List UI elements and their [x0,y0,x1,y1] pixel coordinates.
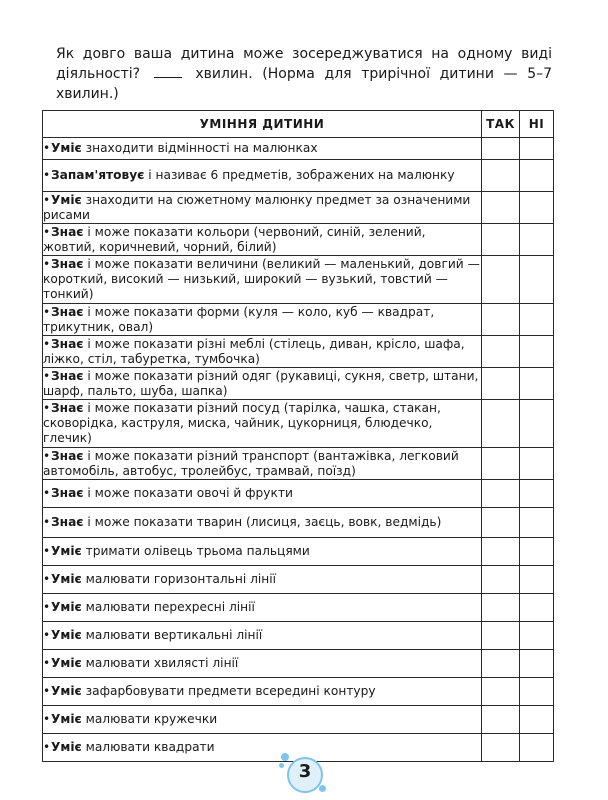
yes-checkbox-cell[interactable] [482,538,520,566]
bullet-icon: • [43,572,51,586]
no-checkbox-cell[interactable] [520,594,554,622]
bullet-icon: • [43,486,51,500]
yes-checkbox-cell[interactable] [482,508,520,538]
table-row [43,138,554,160]
skill-verb: Уміє [51,192,82,207]
skill-cell [43,538,482,566]
intro-norm: хвилин. (Норма для трирічної дитини — 5–7 хвилин.) [56,66,553,102]
skill-description: і називає 6 предметів, зображених на малюнку [148,168,455,182]
no-checkbox-cell[interactable] [520,650,554,678]
skill-cell [43,622,482,650]
skills-checklist-table [42,110,554,762]
skill-verb: Уміє [51,572,82,586]
yes-checkbox-cell[interactable] [482,706,520,734]
no-checkbox-cell[interactable] [520,734,554,762]
skill-cell [43,678,482,706]
skill-description: і може показати різний транспорт (вантажівка, легковий автомобіль, автобус, тролейбус, трамвай, поїзд) [43,448,459,478]
bullet-icon: • [43,401,51,415]
skill-description: і може показати різний посуд (тарілка, чашка, стакан, сковорідка, каструля, миска, чайник, цукорниця, блюдечко, глечик) [43,401,441,445]
yes-checkbox-cell[interactable] [482,734,520,762]
skill-cell [43,160,482,192]
skill-cell [43,594,482,622]
skill-verb: Запам'ятовує [51,168,145,182]
yes-checkbox-cell[interactable] [482,160,520,192]
skill-cell [43,368,482,400]
no-checkbox-cell[interactable] [520,508,554,538]
table-row [43,480,554,508]
decor-dot [279,763,284,768]
decor-dot [319,785,326,792]
skill-description: малювати кружечки [85,712,218,726]
skill-description: і може показати різний одяг (рукавиці, сукня, светр, штани, шарф, пальто, шуба, шапка) [43,368,479,398]
skill-cell [43,448,482,480]
table-header-row [43,111,554,138]
skill-verb: Уміє [51,600,82,614]
table-row [43,566,554,594]
decor-dot [281,753,289,761]
intro-paragraph [56,44,552,104]
minutes-blank [154,65,182,78]
skill-verb: Знає [51,224,84,239]
yes-checkbox-cell[interactable] [482,192,520,224]
skill-verb: Знає [51,515,84,529]
no-checkbox-cell[interactable] [520,566,554,594]
bullet-icon: • [43,304,51,319]
yes-checkbox-cell[interactable] [482,622,520,650]
yes-checkbox-cell[interactable] [482,368,520,400]
no-checkbox-cell[interactable] [520,678,554,706]
table-row [43,256,554,304]
skill-description: тримати олівець трьома пальцями [85,544,310,558]
bullet-icon: • [43,336,51,351]
skill-cell [43,566,482,594]
skill-verb: Уміє [51,740,82,754]
skill-verb: Знає [51,486,84,500]
no-checkbox-cell[interactable] [520,448,554,480]
bullet-icon: • [43,712,51,726]
no-checkbox-cell[interactable] [520,400,554,448]
skill-verb: Уміє [51,712,82,726]
bullet-icon: • [43,257,51,271]
yes-checkbox-cell[interactable] [482,480,520,508]
table-row [43,538,554,566]
table-row [43,508,554,538]
skill-description: і може показати величини (великий — маленький, довгий — короткий, високий — низький, широкий — вузький, товстий — тонкий) [43,257,480,301]
yes-checkbox-cell[interactable] [482,224,520,256]
table-row [43,622,554,650]
table-row [43,368,554,400]
skill-description: знаходити відмінності на малюнках [85,141,318,155]
table-row [43,678,554,706]
skill-description: і може показати овочі й фрукти [87,486,293,500]
skill-verb: Знає [51,257,84,271]
skill-description: малювати хвилясті лінії [85,656,239,670]
yes-checkbox-cell[interactable] [482,678,520,706]
skill-cell [43,734,482,762]
bullet-icon: • [43,740,51,754]
yes-checkbox-cell[interactable] [482,400,520,448]
skill-description: малювати перехресні лінії [85,600,255,614]
bullet-icon: • [43,141,51,155]
skill-description: малювати квадрати [85,740,215,754]
skill-cell [43,138,482,160]
skill-description: малювати вертикальні лінії [85,628,263,642]
no-checkbox-cell[interactable] [520,538,554,566]
table-row [43,224,554,256]
bullet-icon: • [43,192,51,207]
bullet-icon: • [43,628,51,642]
bullet-icon: • [43,544,51,558]
skill-verb: Уміє [51,544,82,558]
bullet-icon: • [43,168,51,182]
skill-cell [43,192,482,224]
skill-verb: Знає [51,368,84,383]
skill-verb: Знає [51,448,84,463]
table-row [43,448,554,480]
bullet-icon: • [43,515,51,529]
no-checkbox-cell[interactable] [520,480,554,508]
header-skills: УМІННЯ ДИТИНИ [43,111,482,138]
skill-description: малювати горизонтальні лінії [85,572,277,586]
yes-checkbox-cell[interactable] [482,304,520,336]
table-row [43,650,554,678]
skill-description: знаходити на сюжетному малюнку предмет за означеними рисами [43,192,471,222]
yes-checkbox-cell[interactable] [482,138,520,160]
yes-checkbox-cell[interactable] [482,256,520,304]
header-yes: ТАК [482,111,520,138]
header-no: НІ [520,111,554,138]
bullet-icon: • [43,656,51,670]
bullet-icon: • [43,224,51,239]
no-checkbox-cell[interactable] [520,706,554,734]
yes-checkbox-cell[interactable] [482,336,520,368]
no-checkbox-cell[interactable] [520,336,554,368]
skill-verb: Уміє [51,656,82,670]
skill-cell [43,400,482,448]
skill-verb: Уміє [51,628,82,642]
skill-cell [43,508,482,538]
table-row [43,160,554,192]
skill-cell [43,304,482,336]
no-checkbox-cell[interactable] [520,224,554,256]
page-number-badge [279,751,327,799]
skill-verb: Знає [51,304,84,319]
no-checkbox-cell[interactable] [520,192,554,224]
skill-description: зафарбовувати предмети всередині контуру [85,684,376,698]
skill-cell [43,480,482,508]
skill-description: і може показати форми (куля — коло, куб — квадрат, трикутник, овал) [43,304,435,334]
bullet-icon: • [43,448,51,463]
skill-description: і може показати тварин (лисиця, заєць, вовк, ведмідь) [87,515,442,529]
no-checkbox-cell[interactable] [520,622,554,650]
skill-verb: Знає [51,401,84,415]
table-row [43,706,554,734]
no-checkbox-cell[interactable] [520,368,554,400]
no-checkbox-cell[interactable] [520,256,554,304]
yes-checkbox-cell[interactable] [482,650,520,678]
page-number: 3 [298,761,312,782]
yes-checkbox-cell[interactable] [482,566,520,594]
table-row [43,304,554,336]
intro-question: Як довго ваша дитина може зосереджуватися на одному виді діяльності? [56,46,552,82]
bullet-icon: • [43,600,51,614]
yes-checkbox-cell[interactable] [482,448,520,480]
bullet-icon: • [43,684,51,698]
skill-description: і може показати кольори (червоний, синій, зелений, жовтий, коричневий, чорний, білий) [43,224,426,254]
no-checkbox-cell[interactable] [520,160,554,192]
no-checkbox-cell[interactable] [520,138,554,160]
skill-cell [43,256,482,304]
table-row [43,336,554,368]
table-row [43,400,554,448]
skill-cell [43,224,482,256]
skill-description: і може показати різні меблі (стілець, диван, крісло, шафа, ліжко, стіл, табуретка, тумбочка) [43,336,465,366]
skill-cell [43,336,482,368]
table-row [43,192,554,224]
skill-cell [43,650,482,678]
bullet-icon: • [43,368,51,383]
skill-verb: Уміє [51,684,82,698]
yes-checkbox-cell[interactable] [482,594,520,622]
table-row [43,594,554,622]
skill-cell [43,706,482,734]
skill-verb: Знає [51,336,84,351]
skill-verb: Уміє [51,141,82,155]
no-checkbox-cell[interactable] [520,304,554,336]
